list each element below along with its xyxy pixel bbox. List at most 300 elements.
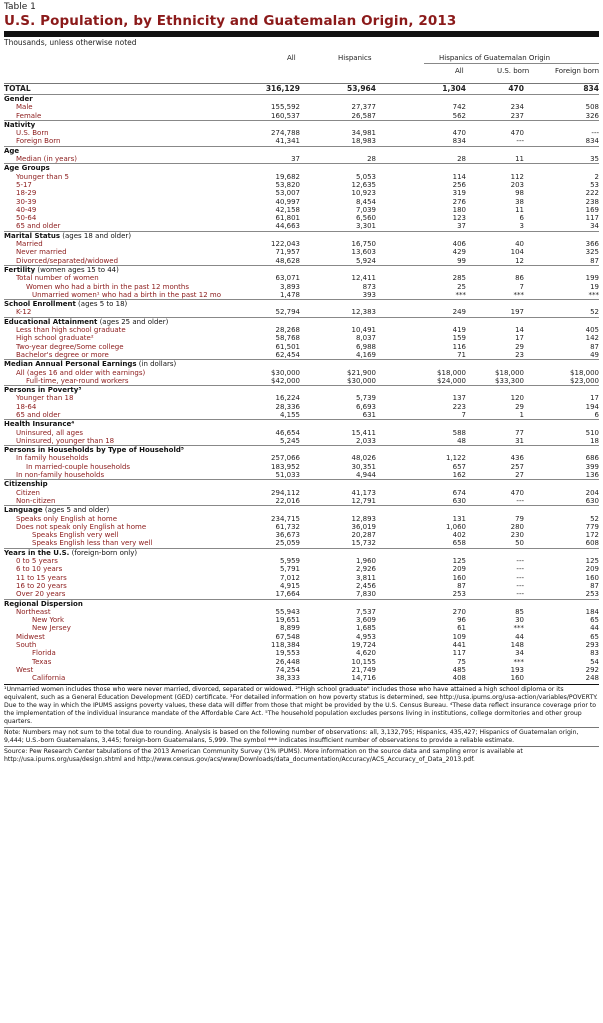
cell-foreign-born: 53 xyxy=(590,180,599,189)
cell-guat-all: 276 xyxy=(452,197,466,206)
table-row xyxy=(4,641,599,649)
cell-guat-all: 402 xyxy=(452,531,466,540)
section-title xyxy=(4,146,599,155)
cell-all: 48,628 xyxy=(275,256,300,265)
section-title xyxy=(4,95,599,104)
cell-foreign-born: 399 xyxy=(585,462,599,471)
table-row xyxy=(4,666,599,674)
table-row xyxy=(4,531,599,539)
cell-us-born: 1 xyxy=(519,410,524,419)
section-label: School Enrollment xyxy=(4,300,76,309)
cell-hispanics: 3,301 xyxy=(355,222,376,231)
cell-all: 122,043 xyxy=(271,240,300,249)
cell-guat-all: 419 xyxy=(452,326,466,335)
table-row xyxy=(4,181,599,189)
note: Note: Numbers may not sum to the total due to rounding. Analysis is based on the following number of observations: all, 3,132,795; Hispanics, 435,427; Hispanics of Guatemalan origin, 9,444; U.S.-born Guatemalans, 3,445; foreign-born Guatemalans, 5,999. The symbol *** indicates insufficient number of observations to provide a reliable estimate. xyxy=(4,727,599,745)
cell-us-born: 280 xyxy=(510,522,524,531)
table-row xyxy=(4,574,599,582)
cell-guat-all: 37 xyxy=(457,222,466,231)
cell-us-born: 79 xyxy=(515,514,524,523)
cell-foreign-born: 6 xyxy=(594,410,599,419)
cell-guat-all: 429 xyxy=(452,248,466,257)
cell-all: 7,012 xyxy=(279,573,300,582)
section-header-row xyxy=(4,446,599,455)
row-label: In family households xyxy=(16,454,89,463)
cell-us-born: 11 xyxy=(515,205,524,214)
cell-foreign-born: 172 xyxy=(585,531,599,540)
cell-foreign-born: 2 xyxy=(594,172,599,181)
row-label: U.S. Born xyxy=(16,129,49,138)
cell-hispanics: 12,635 xyxy=(351,180,376,189)
cell-hispanics: 13,603 xyxy=(351,248,376,257)
cell-us-born: 23 xyxy=(515,350,524,359)
section-qualifier: (foreign-born only) xyxy=(69,548,138,557)
section-header-row xyxy=(4,480,599,489)
cell-guat-all: 75 xyxy=(457,657,466,666)
cell-hispanics: 20,287 xyxy=(351,531,376,540)
cell-all: 19,651 xyxy=(275,616,300,625)
cell-foreign-born: $18,000 xyxy=(570,368,599,377)
cell-guat-all: 123 xyxy=(452,214,466,223)
cell-all: 3,893 xyxy=(279,282,300,291)
cell-us-born: *** xyxy=(513,657,524,666)
table-row xyxy=(4,608,599,616)
cell-guat-all: 470 xyxy=(452,129,466,138)
cell-guat-all: 109 xyxy=(452,632,466,641)
cell-guat-all: 131 xyxy=(452,514,466,523)
cell-foreign-born: 686 xyxy=(585,454,599,463)
cell-all: 4,155 xyxy=(279,410,300,419)
table-row xyxy=(4,274,599,282)
table-row xyxy=(4,557,599,565)
data-table xyxy=(4,84,599,682)
cell-hispanics: 6,560 xyxy=(355,214,376,223)
section-title xyxy=(4,446,599,455)
cell-guat-all: 253 xyxy=(452,590,466,599)
table-row xyxy=(4,616,599,624)
cell-hispanics: 14,716 xyxy=(351,674,376,683)
section-header-row xyxy=(4,599,599,608)
cell-hispanics: 10,923 xyxy=(351,189,376,198)
header-hispanics: Hispanics xyxy=(338,54,372,62)
table-row xyxy=(4,351,599,360)
row-label: Two-year degree/Some college xyxy=(16,342,124,351)
cell-foreign-born: 204 xyxy=(585,488,599,497)
title-rule xyxy=(4,31,599,37)
header-group-rule xyxy=(424,63,599,64)
cell-guat-all: 742 xyxy=(452,103,466,112)
cell-all: 274,788 xyxy=(271,129,300,138)
cell-us-born: 14 xyxy=(515,326,524,335)
cell-foreign-born: 44 xyxy=(590,624,599,633)
cell-us-born: $33,300 xyxy=(495,376,524,385)
cell-foreign-born: 65 xyxy=(590,616,599,625)
cell-all: 63,071 xyxy=(275,274,300,283)
cell-guat-all: 114 xyxy=(452,172,466,181)
row-label: TOTAL xyxy=(4,84,31,93)
section-label: Citizenship xyxy=(4,480,48,489)
section-header-row xyxy=(4,386,599,395)
row-label: Median (in years) xyxy=(16,155,78,164)
cell-hispanics: 26,587 xyxy=(351,111,376,120)
cell-foreign-born: 292 xyxy=(585,665,599,674)
section-label: Health Insurance⁴ xyxy=(4,420,75,429)
row-label: Younger than 5 xyxy=(16,172,69,181)
cell-guat-all: 441 xyxy=(452,641,466,649)
table-label: Table 1 xyxy=(4,2,36,12)
cell-hispanics: 4,169 xyxy=(355,350,376,359)
row-label: 30-39 xyxy=(16,197,37,206)
table-row xyxy=(4,633,599,641)
cell-foreign-born: 248 xyxy=(585,674,599,683)
cell-us-born: 112 xyxy=(510,172,524,181)
table-row xyxy=(4,624,599,632)
table-row xyxy=(4,649,599,657)
table-row xyxy=(4,248,599,256)
cell-us-born: 30 xyxy=(515,616,524,625)
cell-hispanics: 4,953 xyxy=(355,632,376,641)
table-row xyxy=(4,155,599,164)
cell-us-born: 148 xyxy=(510,641,524,649)
row-label: Younger than 18 xyxy=(16,394,74,403)
cell-guat-all: 28 xyxy=(457,155,466,164)
row-label: 11 to 15 years xyxy=(16,573,67,582)
cell-us-born: 11 xyxy=(515,155,524,164)
cell-us-born: 77 xyxy=(515,428,524,437)
section-title xyxy=(4,599,599,608)
cell-all: 74,254 xyxy=(275,665,300,674)
row-label: 50-64 xyxy=(16,214,37,223)
section-header-row xyxy=(4,548,599,557)
table-row xyxy=(4,471,599,480)
row-label: Male xyxy=(16,103,33,112)
row-label: 18-29 xyxy=(16,189,37,198)
cell-all: 19,553 xyxy=(275,649,300,658)
cell-all: 5,959 xyxy=(279,557,300,566)
section-label: Marital Status xyxy=(4,231,61,240)
row-label: Unmarried women¹ who had a birth in the past 12 mo xyxy=(32,290,221,299)
section-label: Regional Dispersion xyxy=(4,599,83,608)
cell-foreign-born: 238 xyxy=(585,197,599,206)
cell-guat-all: 209 xyxy=(452,565,466,574)
table-row xyxy=(4,377,599,386)
cell-all: 40,997 xyxy=(275,197,300,206)
cell-hispanics: 18,983 xyxy=(351,137,376,146)
cell-guat-all: 1,122 xyxy=(445,454,466,463)
cell-all: 8,899 xyxy=(279,624,300,633)
table-row xyxy=(4,343,599,351)
table-row xyxy=(4,582,599,590)
cell-hispanics: 1,685 xyxy=(355,624,376,633)
cell-foreign-born: 49 xyxy=(590,350,599,359)
cell-all: 160,537 xyxy=(271,111,300,120)
cell-all: $30,000 xyxy=(271,368,300,377)
table-row xyxy=(4,308,599,317)
cell-us-born: 203 xyxy=(510,180,524,189)
section-title xyxy=(4,231,599,240)
cell-hispanics: 5,053 xyxy=(355,172,376,181)
cell-guat-all: 61 xyxy=(457,624,466,633)
cell-hispanics: 53,964 xyxy=(347,84,376,93)
cell-us-born: --- xyxy=(516,573,524,582)
table-row xyxy=(4,189,599,197)
table-row xyxy=(4,489,599,497)
cell-guat-all: 562 xyxy=(452,111,466,120)
table-row xyxy=(4,523,599,531)
table-row xyxy=(4,658,599,666)
cell-us-born: 17 xyxy=(515,334,524,343)
cell-us-born: --- xyxy=(516,557,524,566)
cell-all: 55,943 xyxy=(275,607,300,616)
cell-foreign-born: 326 xyxy=(585,111,599,120)
row-label: 65 and older xyxy=(16,222,61,231)
cell-foreign-born: 325 xyxy=(585,248,599,257)
cell-us-born: 237 xyxy=(510,111,524,120)
cell-us-born: --- xyxy=(516,581,524,590)
cell-foreign-born: 199 xyxy=(585,274,599,283)
cell-foreign-born: 18 xyxy=(590,436,599,445)
cell-all: 28,336 xyxy=(275,402,300,411)
cell-hispanics: 6,988 xyxy=(355,342,376,351)
table-row xyxy=(4,590,599,599)
cell-hispanics: 16,750 xyxy=(351,240,376,249)
section-title xyxy=(4,300,599,309)
row-label: Full-time, year-round workers xyxy=(26,376,129,385)
cell-guat-all: 180 xyxy=(452,205,466,214)
cell-all: 4,915 xyxy=(279,581,300,590)
cell-guat-all: 117 xyxy=(452,649,466,658)
row-label: High school graduate² xyxy=(16,334,94,343)
row-label: New York xyxy=(32,616,65,625)
cell-guat-all: 1,060 xyxy=(445,522,466,531)
section-title xyxy=(4,317,599,326)
cell-foreign-born: 35 xyxy=(590,155,599,164)
cell-all: 44,663 xyxy=(275,222,300,231)
row-label: Less than high school graduate xyxy=(16,326,126,335)
section-label: Language xyxy=(4,506,43,515)
cell-us-born: 160 xyxy=(510,674,524,683)
cell-all: 62,454 xyxy=(275,350,300,359)
cell-us-born: 104 xyxy=(510,248,524,257)
cell-foreign-born: $23,000 xyxy=(570,376,599,385)
cell-us-born: 193 xyxy=(510,665,524,674)
section-title xyxy=(4,506,599,515)
cell-foreign-born: 87 xyxy=(590,256,599,265)
section-title xyxy=(4,164,599,173)
cell-hispanics: 4,944 xyxy=(355,471,376,480)
cell-us-born: 470 xyxy=(510,488,524,497)
section-qualifier: (women ages 15 to 44) xyxy=(35,265,119,274)
section-title xyxy=(4,120,599,129)
row-label: Northeast xyxy=(16,607,51,616)
row-label: Married xyxy=(16,240,43,249)
table-row xyxy=(4,240,599,248)
row-label: Foreign Born xyxy=(16,137,61,146)
cell-us-born: 29 xyxy=(515,402,524,411)
cell-foreign-born: 510 xyxy=(585,428,599,437)
section-header-row xyxy=(4,317,599,326)
cell-hispanics: 3,811 xyxy=(355,573,376,582)
cell-hispanics: 12,893 xyxy=(351,514,376,523)
cell-us-born: 3 xyxy=(519,222,524,231)
cell-all: 58,768 xyxy=(275,334,300,343)
cell-hispanics: 3,609 xyxy=(355,616,376,625)
cell-all: 19,682 xyxy=(275,172,300,181)
row-label: California xyxy=(32,674,66,683)
cell-guat-all: 1,304 xyxy=(442,84,466,93)
cell-us-born: 44 xyxy=(515,632,524,641)
cell-guat-all: $18,000 xyxy=(437,368,466,377)
table-row xyxy=(4,222,599,231)
cell-hispanics: 873 xyxy=(362,282,376,291)
cell-all: 25,059 xyxy=(275,539,300,548)
cell-hispanics: 21,749 xyxy=(351,665,376,674)
cell-all: 61,801 xyxy=(275,214,300,223)
table-row xyxy=(4,334,599,342)
table-row xyxy=(4,206,599,214)
table-row xyxy=(4,437,599,446)
section-label: Educational Attainment xyxy=(4,317,98,326)
cell-foreign-born: 117 xyxy=(585,214,599,223)
cell-all: 294,112 xyxy=(271,488,300,497)
row-label: South xyxy=(16,641,37,649)
row-label: Never married xyxy=(16,248,67,257)
cell-all: 61,501 xyxy=(275,342,300,351)
cell-hispanics: 8,454 xyxy=(355,197,376,206)
cell-hispanics: 631 xyxy=(362,410,376,419)
cell-hispanics: 34,981 xyxy=(351,129,376,138)
table-row xyxy=(4,214,599,222)
cell-hispanics: 1,960 xyxy=(355,557,376,566)
cell-all: 71,957 xyxy=(275,248,300,257)
section-title xyxy=(4,480,599,489)
row-label: Uninsured, younger than 18 xyxy=(16,436,115,445)
section-qualifier: (ages 5 and older) xyxy=(42,506,110,515)
row-label: In married-couple households xyxy=(26,462,131,471)
cell-all: 61,732 xyxy=(275,522,300,531)
cell-all: 51,033 xyxy=(275,471,300,480)
table-row xyxy=(4,173,599,181)
cell-foreign-born: *** xyxy=(588,290,599,299)
cell-us-born: --- xyxy=(516,137,524,146)
table-row xyxy=(4,103,599,111)
cell-foreign-born: 142 xyxy=(585,334,599,343)
table-row xyxy=(4,369,599,377)
section-title xyxy=(4,420,599,429)
table-row xyxy=(4,112,599,121)
cell-foreign-born: 54 xyxy=(590,657,599,666)
row-label: Does not speak only English at home xyxy=(16,522,147,531)
table-row xyxy=(4,674,599,682)
cell-foreign-born: 405 xyxy=(585,326,599,335)
cell-all: 155,592 xyxy=(271,103,300,112)
cell-guat-all: 48 xyxy=(457,436,466,445)
cell-guat-all: 162 xyxy=(452,471,466,480)
cell-us-born: 470 xyxy=(508,84,524,93)
section-header-row xyxy=(4,300,599,309)
table-row xyxy=(4,257,599,266)
header-guat-all: All xyxy=(455,67,464,75)
cell-hispanics: 12,411 xyxy=(351,274,376,283)
cell-foreign-born: 160 xyxy=(585,573,599,582)
cell-hispanics: $21,900 xyxy=(347,368,376,377)
table-row xyxy=(4,539,599,548)
cell-guat-all: 137 xyxy=(452,394,466,403)
section-qualifier: (ages 5 to 18) xyxy=(75,300,128,309)
cell-guat-all: 159 xyxy=(452,334,466,343)
cell-foreign-born: 87 xyxy=(590,581,599,590)
cell-hispanics: $30,000 xyxy=(347,376,376,385)
cell-us-born: *** xyxy=(513,290,524,299)
column-header xyxy=(4,47,599,83)
cell-guat-all: 249 xyxy=(452,308,466,317)
table-row xyxy=(4,129,599,137)
cell-foreign-born: 65 xyxy=(590,632,599,641)
table-row xyxy=(4,394,599,402)
cell-all: 5,245 xyxy=(279,436,300,445)
section-label: Years in the U.S. xyxy=(4,548,70,557)
cell-guat-all: 116 xyxy=(452,342,466,351)
cell-hispanics: 4,620 xyxy=(355,649,376,658)
section-title xyxy=(4,548,599,557)
cell-guat-all: *** xyxy=(455,290,466,299)
cell-hispanics: 2,926 xyxy=(355,565,376,574)
table-row xyxy=(4,463,599,471)
cell-guat-all: 658 xyxy=(452,539,466,548)
cell-foreign-born: 834 xyxy=(585,137,599,146)
row-label: Over 20 years xyxy=(16,590,66,599)
cell-us-born: 6 xyxy=(519,214,524,223)
cell-foreign-born: 194 xyxy=(585,402,599,411)
cell-guat-all: 160 xyxy=(452,573,466,582)
section-label: Persons in Poverty³ xyxy=(4,386,82,395)
cell-foreign-born: 253 xyxy=(585,590,599,599)
cell-guat-all: 319 xyxy=(452,189,466,198)
cell-guat-all: $24,000 xyxy=(437,376,466,385)
cell-hispanics: 30,351 xyxy=(351,462,376,471)
cell-all: 37 xyxy=(291,155,300,164)
section-title xyxy=(4,386,599,395)
cell-hispanics: 7,537 xyxy=(355,607,376,616)
header-foreign-born: Foreign born xyxy=(555,67,600,75)
section-label: Age Groups xyxy=(4,164,50,173)
cell-foreign-born: --- xyxy=(591,129,599,138)
row-label: Florida xyxy=(32,649,56,658)
section-label: Persons in Households by Type of Household⁵ xyxy=(4,446,184,455)
cell-all: 67,548 xyxy=(275,632,300,641)
cell-guat-all: 99 xyxy=(457,256,466,265)
cell-all: 183,952 xyxy=(271,462,300,471)
row-label: Uninsured, all ages xyxy=(16,428,84,437)
row-label: 16 to 20 years xyxy=(16,581,67,590)
header-guatemalan-group: Hispanics of Guatemalan Origin xyxy=(439,54,551,62)
cell-us-born: --- xyxy=(516,590,524,599)
cell-us-born: 257 xyxy=(510,462,524,471)
section-header-row xyxy=(4,146,599,155)
cell-all: 234,715 xyxy=(271,514,300,523)
total-row xyxy=(4,84,599,95)
table-row xyxy=(4,137,599,146)
cell-all: 42,158 xyxy=(275,205,300,214)
cell-us-born: 197 xyxy=(510,308,524,317)
cell-foreign-born: 17 xyxy=(590,394,599,403)
cell-all: 22,016 xyxy=(275,496,300,505)
cell-us-born: 234 xyxy=(510,103,524,112)
cell-hispanics: 28 xyxy=(367,155,376,164)
cell-us-born: 436 xyxy=(510,454,524,463)
row-label: 5-17 xyxy=(16,180,32,189)
cell-foreign-born: 125 xyxy=(585,557,599,566)
